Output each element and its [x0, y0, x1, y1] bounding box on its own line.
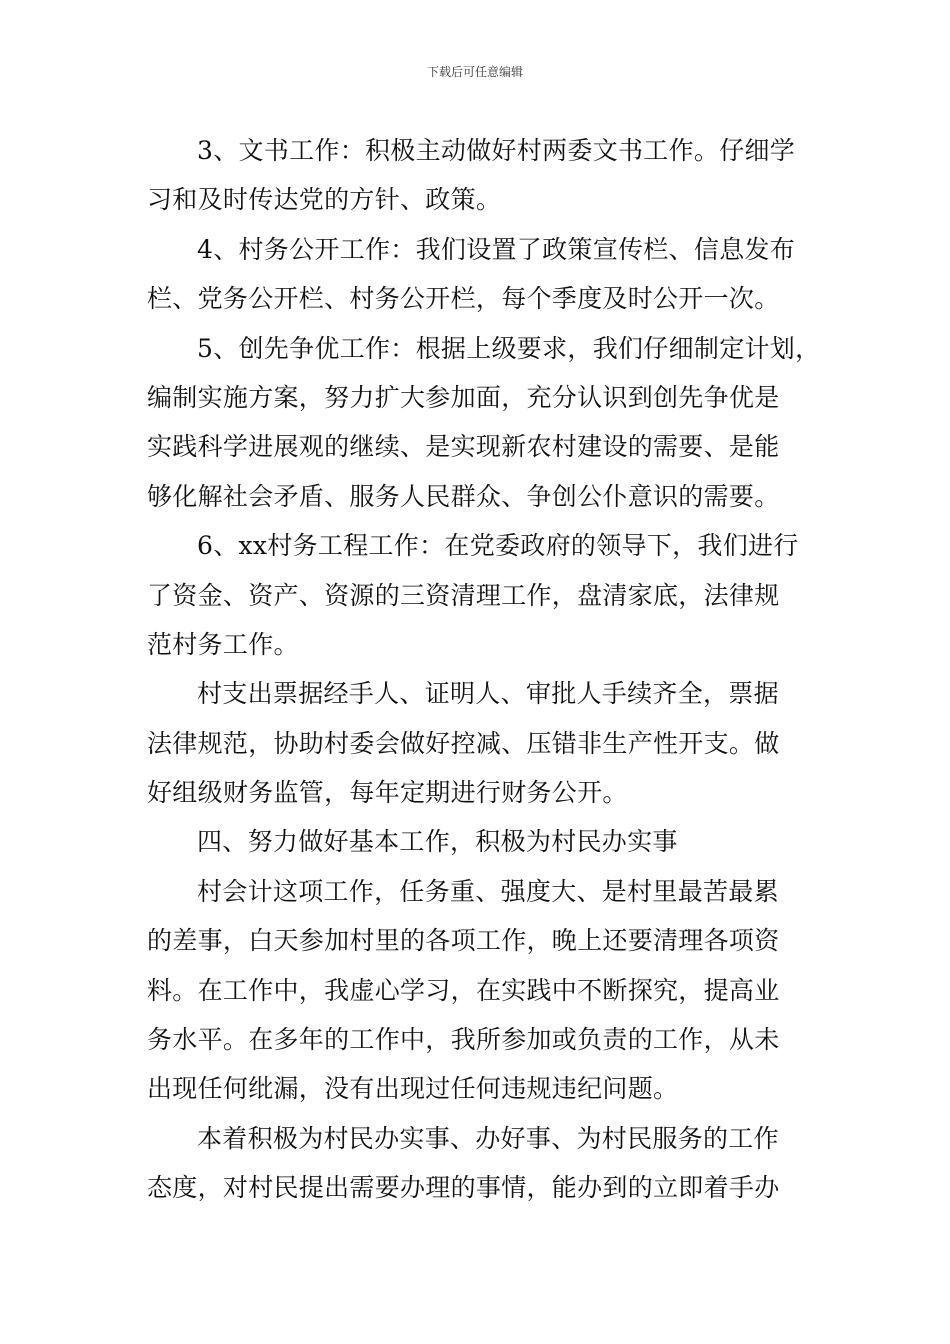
- paragraph-3-line-2: 编制实施方案，努力扩大参加面，充分认识到创先争优是: [147, 382, 780, 412]
- paragraph-7-line-4: 务水平。在多年的工作中，我所参加或负责的工作，从未: [147, 1025, 780, 1055]
- paragraph-7-line-5: 出现任何纰漏，没有出现过任何违规违纪问题。: [147, 1074, 679, 1104]
- paragraph-1-line-1: 3、文书工作：积极主动做好村两委文书工作。仔细学: [197, 136, 796, 165]
- paragraph-2-line-2: 栏、党务公开栏、村务公开栏，每个季度及时公开一次。: [147, 284, 780, 314]
- paragraph-5-line-1: 村支出票据经手人、证明人、审批人手续齐全，票据: [197, 679, 779, 709]
- paragraph-4-line-3: 范村务工作。: [147, 629, 299, 659]
- paragraph-7-line-3: 料。在工作中，我虚心学习，在实践中不断探究，提高业: [147, 975, 780, 1005]
- paragraph-3-line-3: 实践科学进展观的继续、是实现新农村建设的需要、是能: [147, 432, 780, 462]
- paragraph-7-line-2: 的差事，白天参加村里的各项工作，晚上还要清理各项资: [147, 926, 780, 956]
- paragraph-4-line-2: 了资金、资产、资源的三资清理工作，盘清家底，法律规: [147, 580, 780, 610]
- paragraph-7-line-1: 村会计这项工作，任务重、强度大、是村里最苦最累: [197, 876, 779, 906]
- paragraph-5-line-2: 法律规范，协助村委会做好控减、压错非生产性开支。做: [147, 728, 780, 758]
- document-body: [147, 126, 827, 1213]
- paragraph-3-line-1: 5、创先争优工作：根据上级要求，我们仔细制定计划，: [197, 333, 821, 363]
- paragraph-2-line-1: 4、村务公开工作：我们设置了政策宣传栏、信息发布: [197, 234, 796, 264]
- paragraph-1-line-2: 习和及时传达党的方针、政策。: [147, 185, 502, 215]
- paragraph-3-line-4: 够化解社会矛盾、服务人民群众、争创公仆意识的需要。: [147, 481, 780, 511]
- paragraph-8-line-2: 态度，对村民提出需要办理的事情，能办到的立即着手办: [147, 1173, 780, 1203]
- paragraph-4-line-1: 6、xx村务工程工作：在党委政府的领导下，我们进行: [197, 531, 799, 561]
- page-header-note: 下载后可任意编辑: [426, 65, 523, 79]
- paragraph-8-line-1: 本着积极为村民办实事、办好事、为村民服务的工作: [197, 1123, 779, 1153]
- section-heading-4: 四、努力做好基本工作，积极为村民办实事: [197, 827, 678, 857]
- paragraph-5-line-3: 好组级财务监管，每年定期进行财务公开。: [147, 778, 628, 808]
